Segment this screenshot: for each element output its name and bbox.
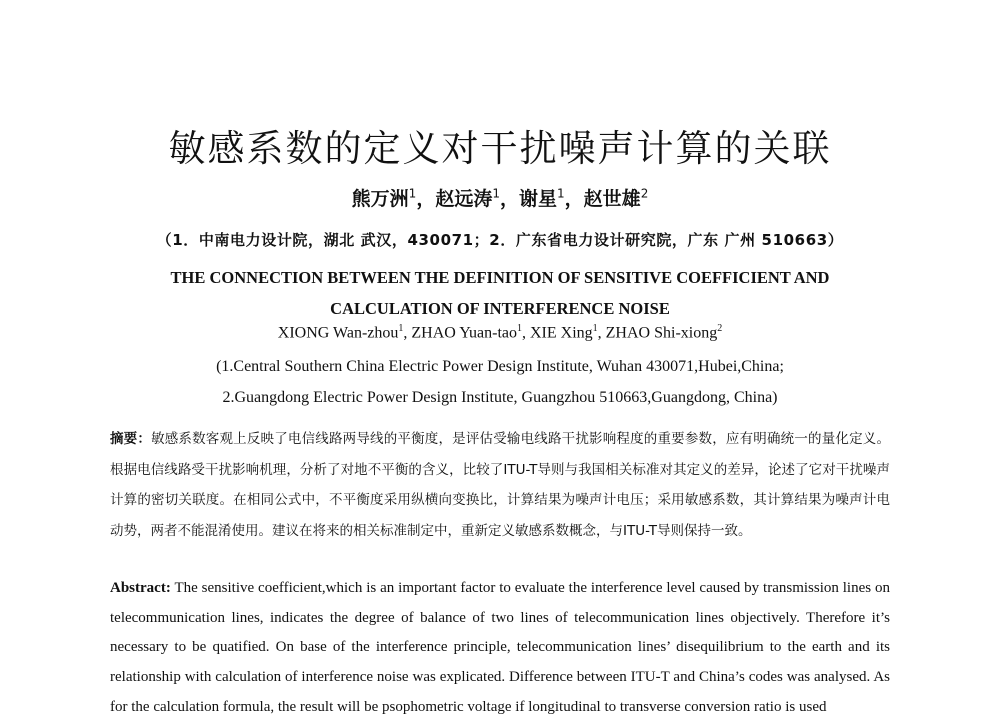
paper-title-english [0, 262, 1000, 324]
author-affiliation-mark: 1 [592, 323, 598, 334]
abstract-english-label: Abstract: [110, 580, 171, 596]
paper-title-english-line: THE CONNECTION BETWEEN THE DEFINITION OF SENSITIVE COEFFICIENT AND [170, 268, 830, 287]
author-separator: ， [564, 188, 584, 210]
affiliation-english-line: (1.Central Southern China Electric Power Design Institute, Wuhan 430071,Hubei,China; [216, 358, 784, 375]
affiliation-english [0, 351, 1000, 413]
author-name: ZHAO Shi-xiong [605, 324, 718, 342]
author-name: ZHAO Yuan-tao [411, 324, 517, 342]
author-name: 赵世雄 [583, 188, 641, 210]
author-name: 赵远涛 [435, 188, 493, 210]
author-affiliation-mark: 1 [557, 186, 565, 201]
author-list-chinese [0, 184, 1000, 211]
author-separator: ， [499, 188, 519, 210]
abstract-english [110, 574, 890, 723]
author-separator: ， [416, 188, 436, 210]
author-separator: , [597, 324, 606, 342]
author-name: 谢星 [519, 188, 558, 210]
author-affiliation-mark: 1 [492, 186, 500, 201]
abstract-chinese [110, 424, 890, 546]
author-name: XIE Xing [530, 324, 593, 342]
abstract-chinese-label: 摘要： [110, 431, 152, 447]
abstract-chinese-text: 敏感系数客观上反映了电信线路两导线的平衡度，是评估受输电线路干扰影响程度的重要参数，应有明确统一的量化定义。根据电信线路受干扰影响机理，分析了对地不平衡的含义，比较了ITU-T导则与我国相关标准对其定义的差异，论述了它对干扰噪声计算的密切关联度。在相同公式中，不平衡度采用纵横向变换比，计算结果为噪声计电压；采用敏感系数，其计算结果为噪声计电动势，两者不能混淆使用。建议在将来的相关标准制定中，重新定义敏感系数概念，与ITU-T导则保持一致。 [110, 431, 890, 539]
abstract-english-text: The sensitive coefficient,which is an important factor to evaluate the interference level caused by transmission lines on telecommunication lines, indicates the degree of balance of two lines of telecommunication lines objectively. Therefore it’s necessary to be quatified. On base of the interference principle, telecommunication lines’ disequilibrium to the earth and its relationship with calculation of interference noise was explicated. Difference between ITU-T and China’s codes was analysed. As for the calculation formula, the result will be psophometric voltage if longitudinal to transverse conversion ratio is used [110, 580, 890, 715]
affiliation-english-line: 2.Guangdong Electric Power Design Institute, Guangzhou 510663,Guangdong, China) [222, 389, 778, 406]
affiliation-chinese: （1．中南电力设计院，湖北 武汉，430071；2．广东省电力设计研究院，广东 广州 510663） [156, 231, 844, 249]
author-affiliation-mark: 1 [408, 186, 417, 201]
author-name: 熊万洲 [351, 188, 409, 210]
author-separator: , [403, 324, 412, 342]
author-affiliation-mark: 1 [398, 323, 404, 334]
author-affiliation-mark: 2 [640, 186, 649, 201]
author-affiliation-mark: 1 [517, 323, 522, 334]
paper-title-english-line: CALCULATION OF INTERFERENCE NOISE [330, 299, 670, 318]
author-affiliation-mark: 2 [717, 323, 723, 334]
paper-title-chinese: 敏感系数的定义对干扰噪声计算的关联 [168, 127, 832, 170]
author-separator: , [522, 324, 530, 342]
author-list-english [0, 323, 1000, 342]
author-name: XIONG Wan-zhou [277, 324, 399, 342]
